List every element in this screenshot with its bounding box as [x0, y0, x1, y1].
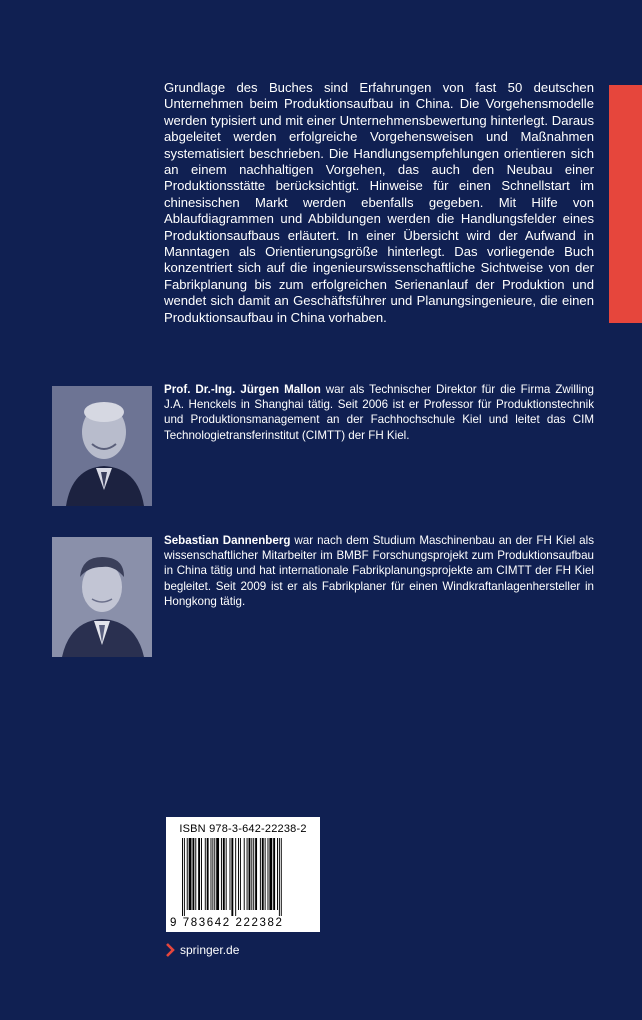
- author-name: Prof. Dr.-Ing. Jürgen Mallon: [164, 383, 321, 396]
- author-bio-dannenberg: [164, 533, 594, 609]
- author-bio-mallon: [164, 382, 594, 443]
- isbn-label: ISBN 978-3-642-22238-2: [179, 823, 307, 835]
- accent-tab: [609, 85, 642, 323]
- author-bio-text: war als Technischer Direktor für die Firma Zwilling J.A. Henckels in Shanghai tätig. Seit 2006 ist er Professor für Produktionstechnik und Produktionsmanagement an der Fachhochschule Kiel und leitet das CIM Technologietransferinstitut (CIMTT) der FH Kiel.: [164, 383, 594, 442]
- publisher-logo: [166, 940, 239, 960]
- author-photo-dannenberg: [52, 537, 152, 657]
- publisher-site: springer.de: [180, 943, 240, 957]
- barcode: [166, 817, 320, 932]
- springer-chevron-icon: [166, 943, 175, 957]
- barcode-bars: [182, 838, 308, 916]
- author-photo-mallon: [52, 386, 152, 506]
- ean-digits: 9 783642 222382: [170, 917, 284, 929]
- blurb-text: Grundlage des Buches sind Erfahrungen von fast 50 deutschen Unternehmen beim Produktionsaufbau in China. Die Vorgehensmodelle werden typisiert und mit einer Unternehmensbewertung hinterlegt. Daraus abgeleitet werden erfolgreiche Vorgehensweisen und Maßnahmen systematisiert beschrieben. Die Handlungsempfehlungen orientieren sich an einem nachhaltigen Vorgehen, das auch den Neubau einer Produktionsstätte berücksichtigt. Hinweise für einen Schnellstart im chinesischen Markt werden ebenfalls gegeben. Mit Hilfe von Ablaufdiagrammen und Abbildungen werden die Handlungsfelder eines Produktionsaufbaus erläutert. In einer Übersicht wird der Aufwand in Manntagen als Orientierungsgröße hinterlegt. Das vorliegende Buch konzentriert sich auf die ingenieurswissenschaftliche Sichtweise von der Fabrikplanung bis zum erfolgreichen Serienanlauf der Produktion und wendet sich damit an Geschäftsführer und Planungsingenieure, die einen Produktionsaufbau in China vorhaben.: [164, 80, 594, 325]
- author-name: Sebastian Dannenberg: [164, 534, 291, 547]
- author-bio-text: war nach dem Studium Maschinenbau an der FH Kiel als wissenschaftlicher Mitarbeiter im BMBF Forschungsprojekt zum Produktionsaufbau in China tätig und hat internationale Fabrikplanungsprojekte am CIMTT der FH Kiel begleitet. Seit 2009 ist er als Fabrikplaner für einen Windkraftanlagenhersteller in Hongkong tätig.: [164, 534, 594, 608]
